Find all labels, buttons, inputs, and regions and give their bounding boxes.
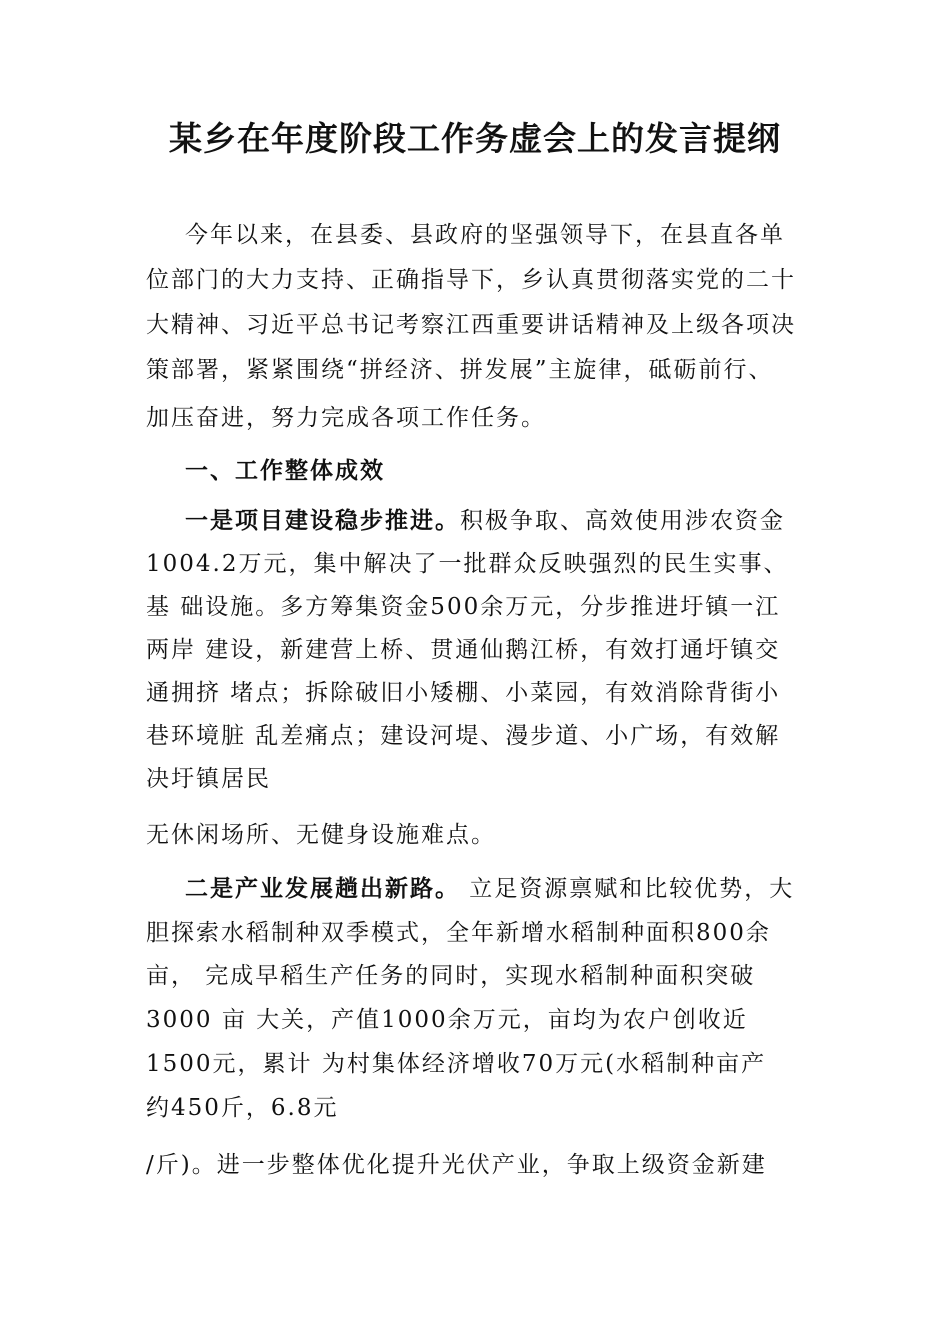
paragraph-line: 通拥挤 堵点；拆除破旧小矮棚、小菜园，有效消除背街小 bbox=[146, 680, 781, 706]
paragraph-line: 两岸 建设，新建营上桥、贯通仙鹅江桥，有效打通圩镇交 bbox=[146, 637, 781, 663]
paragraph-line: 决圩镇居民 bbox=[146, 766, 271, 792]
subsection-lead: 一是项目建设稳步推进。 bbox=[185, 508, 460, 534]
paragraph-text: 立足资源禀赋和比较优势，大 bbox=[460, 876, 795, 902]
paragraph-line: 巷环境脏 乱差痛点；建设河堤、漫步道、小广场，有效解 bbox=[146, 723, 781, 749]
paragraph-line: 胆探索水稻制种双季模式，全年新增水稻制种面积800余 bbox=[146, 920, 771, 946]
paragraph-line: 基 础设施。多方筹集资金500余万元，分步推进圩镇一江 bbox=[146, 594, 781, 620]
paragraph-line: 加压奋进，努力完成各项工作任务。 bbox=[146, 405, 546, 431]
paragraph-line: 位部门的大力支持、正确指导下，乡认真贯彻落实党的二十 bbox=[146, 267, 796, 293]
paragraph-line: 1004.2万元，集中解决了一批群众反映强烈的民生实事、 bbox=[146, 551, 789, 577]
document-title: 某乡在年度阶段工作务虚会上的发言提纲 bbox=[169, 119, 781, 158]
subsection-lead: 二是产业发展趟出新路。 bbox=[185, 876, 460, 902]
paragraph-line: 大精神、习近平总书记考察江西重要讲话精神及上级各项决 bbox=[146, 312, 796, 338]
paragraph-text: 积极争取、高效使用涉农资金 bbox=[460, 508, 785, 534]
paragraph-line bbox=[185, 874, 794, 904]
paragraph-line: 策部署，紧紧围绕“拼经济、拼发展”主旋律，砥砺前行、 bbox=[146, 357, 774, 383]
paragraph-line: 今年以来，在县委、县政府的坚强领导下，在县直各单 bbox=[185, 222, 785, 248]
paragraph-line: 1500元，累计 为村集体经济增收70万元(水稻制种亩产 bbox=[146, 1051, 767, 1077]
paragraph-line: 3000 亩 大关，产值1000余万元，亩均为农户创收近 bbox=[146, 1007, 748, 1033]
paragraph-line: 约450斤，6.8元 bbox=[146, 1095, 339, 1121]
paragraph-line: 亩， 完成早稻生产任务的同时，实现水稻制种面积突破 bbox=[146, 963, 756, 989]
paragraph-line: /斤)。进一步整体优化提升光伏产业，争取上级资金新建 bbox=[146, 1152, 767, 1178]
paragraph-line: 无休闲场所、无健身设施难点。 bbox=[146, 822, 496, 848]
section-heading: 一、工作整体成效 bbox=[185, 458, 385, 484]
paragraph-line bbox=[185, 506, 785, 536]
